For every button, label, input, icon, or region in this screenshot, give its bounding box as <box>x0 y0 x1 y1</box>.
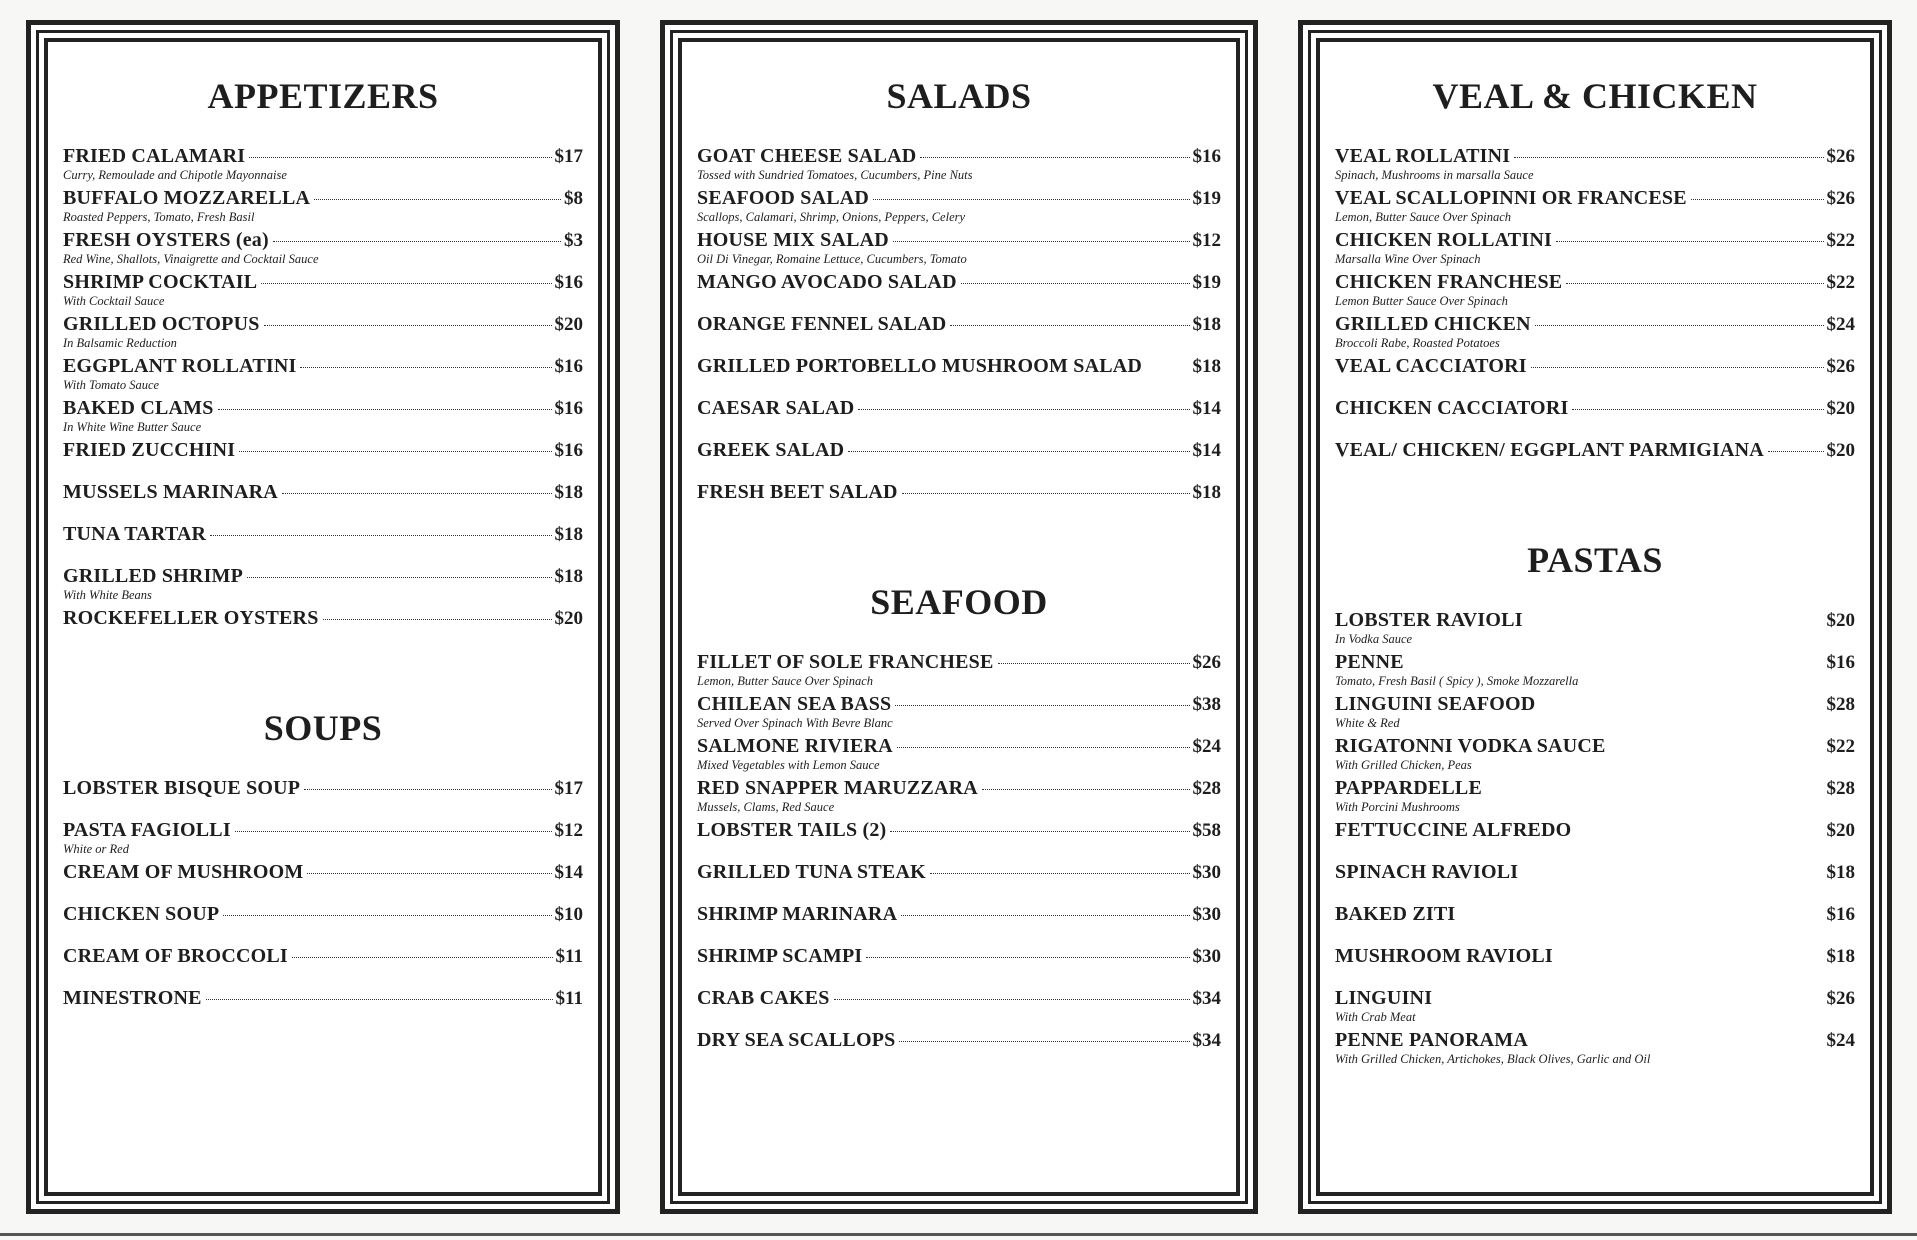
menu-item-price: $18 <box>1192 482 1221 503</box>
menu-item <box>63 397 583 439</box>
dot-leader <box>901 915 1189 916</box>
menu-item-price: $18 <box>554 566 583 587</box>
menu-item-description: Oil Di Vinegar, Romaine Lettuce, Cucumbers, Tomato <box>697 252 967 266</box>
menu-item <box>1335 313 1855 355</box>
menu-section <box>1335 539 1855 1071</box>
menu-item-name: HOUSE MIX SALAD <box>697 229 889 251</box>
menu-item-name: CHICKEN CACCIATORI <box>1335 397 1569 419</box>
menu-item-price: $12 <box>1192 230 1221 251</box>
menu-item-name: SPINACH RAVIOLI <box>1335 861 1519 883</box>
menu-item-name: MINESTRONE <box>63 987 202 1009</box>
dot-leader <box>873 199 1189 200</box>
menu-item-name: FRIED ZUCCHINI <box>63 439 236 461</box>
menu-item-description: With Grilled Chicken, Artichokes, Black Olives, Garlic and Oil <box>1335 1052 1651 1066</box>
menu-item-name: MANGO AVOCADO SALAD <box>697 271 957 293</box>
menu-item <box>63 607 583 649</box>
menu-item <box>697 145 1221 187</box>
menu-item-name: PASTA FAGIOLLI <box>63 819 231 841</box>
menu-item-price: $18 <box>1826 862 1855 883</box>
menu-item-price: $22 <box>1826 736 1855 757</box>
menu-item-description: In Vodka Sauce <box>1335 632 1413 646</box>
menu-item-name: LINGUINI <box>1335 987 1433 1009</box>
menu-item-price: $24 <box>1826 314 1855 335</box>
menu-item-name: BAKED CLAMS <box>63 397 214 419</box>
section-title: SALADS <box>886 76 1032 116</box>
menu-item-name: PAPPARDELLE <box>1335 777 1483 799</box>
menu-item-price: $38 <box>1192 694 1221 715</box>
menu-item-price: $16 <box>554 272 583 293</box>
section-title: PASTAS <box>1527 540 1663 580</box>
menu-item-description: Lemon, Butter Sauce Over Spinach <box>697 674 874 688</box>
menu-item <box>1335 187 1855 229</box>
menu-item-price: $18 <box>554 482 583 503</box>
menu-item-name: GREEK SALAD <box>697 439 845 461</box>
menu-item-price: $20 <box>1826 440 1855 461</box>
menu-item-name: DRY SEA SCALLOPS <box>697 1029 896 1051</box>
menu-item-price: $30 <box>1192 946 1221 967</box>
menu-item <box>1335 987 1855 1029</box>
menu-item-price: $19 <box>1192 272 1221 293</box>
menu-item-name: GRILLED TUNA STEAK <box>697 861 926 883</box>
bottom-edge-rule <box>0 1233 1917 1236</box>
menu-item-name: FRESH OYSTERS (ea) <box>63 229 269 251</box>
menu-item-name: SEAFOOD SALAD <box>697 187 870 209</box>
dot-leader <box>1531 367 1824 368</box>
menu-item-description: Tossed with Sundried Tomatoes, Cucumbers, Pine Nuts <box>697 168 973 182</box>
menu-section <box>697 75 1221 523</box>
dot-leader <box>897 747 1190 748</box>
menu-item-price: $14 <box>554 862 583 883</box>
menu-item-description: White & Red <box>1335 716 1400 730</box>
menu-item-price: $28 <box>1826 778 1855 799</box>
menu-item <box>697 693 1221 735</box>
menu-item-price: $34 <box>1192 1030 1221 1051</box>
menu-section <box>63 75 583 649</box>
dot-leader <box>920 157 1189 158</box>
menu-item-name: TUNA TARTAR <box>63 523 207 545</box>
menu-item-price: $17 <box>554 778 583 799</box>
menu-item <box>1335 861 1855 903</box>
menu-item <box>1335 651 1855 693</box>
menu-item <box>697 397 1221 439</box>
menu-item-price: $58 <box>1192 820 1221 841</box>
menu-item-price: $16 <box>554 398 583 419</box>
menu-item-price: $28 <box>1826 694 1855 715</box>
menu-item <box>63 229 583 271</box>
menu-item-name: RIGATONNI VODKA SAUCE <box>1335 735 1606 757</box>
menu-item-price: $14 <box>1192 440 1221 461</box>
dot-leader <box>899 1041 1189 1042</box>
menu-item-price: $24 <box>1826 1030 1855 1051</box>
menu-item-description: Roasted Peppers, Tomato, Fresh Basil <box>63 210 255 224</box>
menu-item <box>697 481 1221 523</box>
menu-item-name: SHRIMP SCAMPI <box>697 945 863 967</box>
menu-item <box>697 987 1221 1029</box>
menu-item-description: Marsalla Wine Over Spinach <box>1335 252 1481 266</box>
menu-item <box>63 565 583 607</box>
menu-item-price: $20 <box>1826 610 1855 631</box>
dot-leader <box>235 831 552 832</box>
menu-item-name: ORANGE FENNEL SALAD <box>697 313 947 335</box>
menu-item <box>63 903 583 945</box>
menu-item-price: $3 <box>564 230 583 251</box>
menu-item-name: VEAL SCALLOPINNI OR FRANCESE <box>1335 187 1687 209</box>
menu-item-name: FILLET OF SOLE FRANCHESE <box>697 651 994 673</box>
menu-item <box>63 523 583 565</box>
menu-item-price: $26 <box>1826 146 1855 167</box>
menu-item-name: ROCKEFELLER OYSTERS <box>63 607 319 629</box>
menu-item-price: $20 <box>1826 820 1855 841</box>
dot-leader <box>218 409 552 410</box>
menu-item <box>1335 903 1855 945</box>
menu-item <box>697 903 1221 945</box>
menu-item-price: $26 <box>1192 652 1221 673</box>
menu-item <box>63 987 583 1029</box>
dot-leader <box>210 535 551 536</box>
section-title: SEAFOOD <box>870 582 1048 622</box>
menu-item-price: $16 <box>1826 652 1855 673</box>
menu-item-name: CAESAR SALAD <box>697 397 855 419</box>
menu-item <box>697 861 1221 903</box>
menu-panel-content <box>1335 53 1855 1189</box>
menu-item <box>63 481 583 523</box>
menu-item-description: Curry, Remoulade and Chipotle Mayonnaise <box>63 168 287 182</box>
menu-item-price: $12 <box>554 820 583 841</box>
menu-item-description: Lemon Butter Sauce Over Spinach <box>1335 294 1508 308</box>
menu-item-description: Scallops, Calamari, Shrimp, Onions, Peppers, Celery <box>697 210 966 224</box>
menu-item-price: $11 <box>555 946 583 967</box>
menu-panel-left <box>26 20 620 1214</box>
menu-item <box>1335 355 1855 397</box>
menu-section <box>697 581 1221 1071</box>
dot-leader <box>902 493 1190 494</box>
menu-item <box>697 187 1221 229</box>
menu-item-name: VEAL/ CHICKEN/ EGGPLANT PARMIGIANA <box>1335 439 1764 461</box>
menu-item-price: $22 <box>1826 230 1855 251</box>
menu-item-price: $20 <box>1826 398 1855 419</box>
menu-item-description: With Cocktail Sauce <box>63 294 165 308</box>
dot-leader <box>1768 451 1824 452</box>
menu-item <box>697 945 1221 987</box>
menu-item-description: With Grilled Chicken, Peas <box>1335 758 1472 772</box>
menu-item <box>1335 819 1855 861</box>
dot-leader <box>866 957 1189 958</box>
menu-item-price: $10 <box>554 904 583 925</box>
menu-item-description: White or Red <box>63 842 129 856</box>
dot-leader <box>848 451 1189 452</box>
menu-item <box>1335 777 1855 819</box>
menu-item-description: With White Beans <box>63 588 152 602</box>
menu-item-price: $18 <box>1192 356 1221 377</box>
menu-item <box>1335 397 1855 439</box>
menu-item-description: Served Over Spinach With Bevre Blanc <box>697 716 893 730</box>
dot-leader <box>282 493 552 494</box>
dot-leader <box>961 283 1190 284</box>
menu-item-price: $18 <box>554 524 583 545</box>
menu-item <box>1335 735 1855 777</box>
menu-item <box>63 777 583 819</box>
menu-item <box>697 651 1221 693</box>
dot-leader <box>247 577 551 578</box>
menu-item-price: $14 <box>1192 398 1221 419</box>
menu-item <box>697 777 1221 819</box>
menu-item-name: FRESH BEET SALAD <box>697 481 898 503</box>
dot-leader <box>950 325 1189 326</box>
menu-item <box>697 735 1221 777</box>
dot-leader <box>1691 199 1824 200</box>
menu-item-name: FRIED CALAMARI <box>63 145 246 167</box>
dot-leader <box>930 873 1190 874</box>
menu-item <box>697 355 1221 397</box>
menu-item <box>63 271 583 313</box>
menu-item <box>1335 1029 1855 1071</box>
menu-item-price: $16 <box>1192 146 1221 167</box>
menu-item <box>63 145 583 187</box>
menu-item-name: GRILLED PORTOBELLO MUSHROOM SALAD <box>697 355 1143 377</box>
menu-item <box>1335 609 1855 651</box>
menu-item <box>63 313 583 355</box>
dot-leader <box>1535 325 1824 326</box>
menu-item <box>1335 693 1855 735</box>
menu-item-price: $18 <box>1192 314 1221 335</box>
menu-item-name: GRILLED CHICKEN <box>1335 313 1531 335</box>
menu-item <box>697 229 1221 271</box>
menu-item-description: Mussels, Clams, Red Sauce <box>697 800 835 814</box>
menu-item-name: LINGUINI SEAFOOD <box>1335 693 1536 715</box>
dot-leader <box>307 873 551 874</box>
menu-item <box>1335 229 1855 271</box>
dot-leader <box>314 199 561 200</box>
menu-item-name: CRAB CAKES <box>697 987 830 1009</box>
menu-item-name: CHICKEN ROLLATINI <box>1335 229 1552 251</box>
menu-item-price: $22 <box>1826 272 1855 293</box>
menu-item-name: PENNE PANORAMA <box>1335 1029 1528 1051</box>
menu-item <box>63 861 583 903</box>
menu-item-price: $26 <box>1826 988 1855 1009</box>
menu-item-price: $30 <box>1192 904 1221 925</box>
menu-panel-content <box>63 53 583 1189</box>
menu-item-description: In White Wine Butter Sauce <box>63 420 202 434</box>
dot-leader <box>895 705 1189 706</box>
menu-item <box>1335 439 1855 481</box>
menu-item-name: BAKED ZITI <box>1335 903 1456 925</box>
menu-item-name: RED SNAPPER MARUZZARA <box>697 777 978 799</box>
menu-item-name: MUSSELS MARINARA <box>63 481 278 503</box>
menu-item-price: $24 <box>1192 736 1221 757</box>
menu-item-price: $16 <box>554 356 583 377</box>
menu-item-name: SHRIMP MARINARA <box>697 903 898 925</box>
menu-item-price: $30 <box>1192 862 1221 883</box>
menu-item-name: BUFFALO MOZZARELLA <box>63 187 311 209</box>
menu-item-name: CHICKEN SOUP <box>63 903 220 925</box>
dot-leader <box>998 663 1190 664</box>
menu-item <box>1335 145 1855 187</box>
menu-item-name: VEAL ROLLATINI <box>1335 145 1511 167</box>
menu-item-description: With Tomato Sauce <box>63 378 160 392</box>
menu-item-name: SALMONE RIVIERA <box>697 735 893 757</box>
dot-leader <box>1566 283 1823 284</box>
dot-leader <box>273 241 561 242</box>
menu-item-name: FETTUCCINE ALFREDO <box>1335 819 1572 841</box>
menu-item <box>63 355 583 397</box>
menu-item-name: CHILEAN SEA BASS <box>697 693 892 715</box>
menu-item-name: LOBSTER RAVIOLI <box>1335 609 1523 631</box>
menu-item-price: $8 <box>564 188 583 209</box>
dot-leader <box>323 619 552 620</box>
menu-item-name: CHICKEN FRANCHESE <box>1335 271 1563 293</box>
menu-panel-right <box>1298 20 1892 1214</box>
menu-item-description: In Balsamic Reduction <box>63 336 177 350</box>
menu-item <box>697 819 1221 861</box>
dot-leader <box>1572 409 1823 410</box>
menu-panel-center <box>660 20 1258 1214</box>
dot-leader <box>834 999 1190 1000</box>
menu-item <box>697 271 1221 313</box>
dot-leader <box>239 451 551 452</box>
menu-section <box>63 707 583 1029</box>
dot-leader <box>206 999 553 1000</box>
menu-item-description: With Crab Meat <box>1335 1010 1416 1024</box>
menu-item <box>63 945 583 987</box>
section-title: APPETIZERS <box>207 76 439 116</box>
dot-leader <box>1556 241 1824 242</box>
menu-item-description: Tomato, Fresh Basil ( Spicy ), Smoke Mozzarella <box>1335 674 1579 688</box>
menu-item-name: PENNE <box>1335 651 1404 673</box>
menu-panel-content <box>697 53 1221 1189</box>
menu-item-name: GRILLED SHRIMP <box>63 565 244 587</box>
menu-item-price: $28 <box>1192 778 1221 799</box>
dot-leader <box>261 283 551 284</box>
menu-item <box>697 1029 1221 1071</box>
dot-leader <box>249 157 551 158</box>
menu-item-price: $11 <box>555 988 583 1009</box>
menu-item-name: SHRIMP COCKTAIL <box>63 271 258 293</box>
dot-leader <box>982 789 1190 790</box>
menu-item-name: VEAL CACCIATORI <box>1335 355 1527 377</box>
menu-item-name: CREAM OF MUSHROOM <box>63 861 304 883</box>
menu-item <box>1335 945 1855 987</box>
menu-item <box>1335 271 1855 313</box>
menu-item <box>63 819 583 861</box>
menu-item-price: $16 <box>554 440 583 461</box>
dot-leader <box>300 367 551 368</box>
menu-item-name: LOBSTER BISQUE SOUP <box>63 777 301 799</box>
menu-item-name: MUSHROOM RAVIOLI <box>1335 945 1553 967</box>
menu-item-name: GOAT CHEESE SALAD <box>697 145 917 167</box>
menu-item-description: Spinach, Mushrooms in marsalla Sauce <box>1335 168 1534 182</box>
menu-item <box>697 439 1221 481</box>
menu-item <box>697 313 1221 355</box>
menu-item-name: CREAM OF BROCCOLI <box>63 945 288 967</box>
menu-section <box>1335 75 1855 481</box>
dot-leader <box>1514 157 1823 158</box>
menu-item-price: $16 <box>1826 904 1855 925</box>
menu-item-price: $18 <box>1826 946 1855 967</box>
menu-item-name: EGGPLANT ROLLATINI <box>63 355 297 377</box>
menu-item-description: Mixed Vegetables with Lemon Sauce <box>697 758 880 772</box>
menu-item <box>63 187 583 229</box>
menu-item-price: $26 <box>1826 356 1855 377</box>
dot-leader <box>858 409 1189 410</box>
dot-leader <box>223 915 551 916</box>
dot-leader <box>890 831 1189 832</box>
dot-leader <box>893 241 1190 242</box>
menu-item-price: $26 <box>1826 188 1855 209</box>
dot-leader <box>264 325 552 326</box>
dot-leader <box>292 957 553 958</box>
menu-item-price: $20 <box>554 314 583 335</box>
menu-item-description: Red Wine, Shallots, Vinaigrette and Cocktail Sauce <box>63 252 319 266</box>
section-title: SOUPS <box>263 708 383 748</box>
menu-item-price: $20 <box>554 608 583 629</box>
menu-item-name: GRILLED OCTOPUS <box>63 313 260 335</box>
menu-item-description: Lemon, Butter Sauce Over Spinach <box>1335 210 1512 224</box>
menu-item-description: With Porcini Mushrooms <box>1335 800 1460 814</box>
section-title: VEAL & CHICKEN <box>1432 76 1758 116</box>
menu-item-price: $34 <box>1192 988 1221 1009</box>
menu-item-price: $17 <box>554 146 583 167</box>
menu-item-name: LOBSTER TAILS (2) <box>697 819 887 841</box>
menu-item <box>63 439 583 481</box>
dot-leader <box>304 789 551 790</box>
menu-item-price: $19 <box>1192 188 1221 209</box>
menu-item-description: Broccoli Rabe, Roasted Potatoes <box>1335 336 1500 350</box>
